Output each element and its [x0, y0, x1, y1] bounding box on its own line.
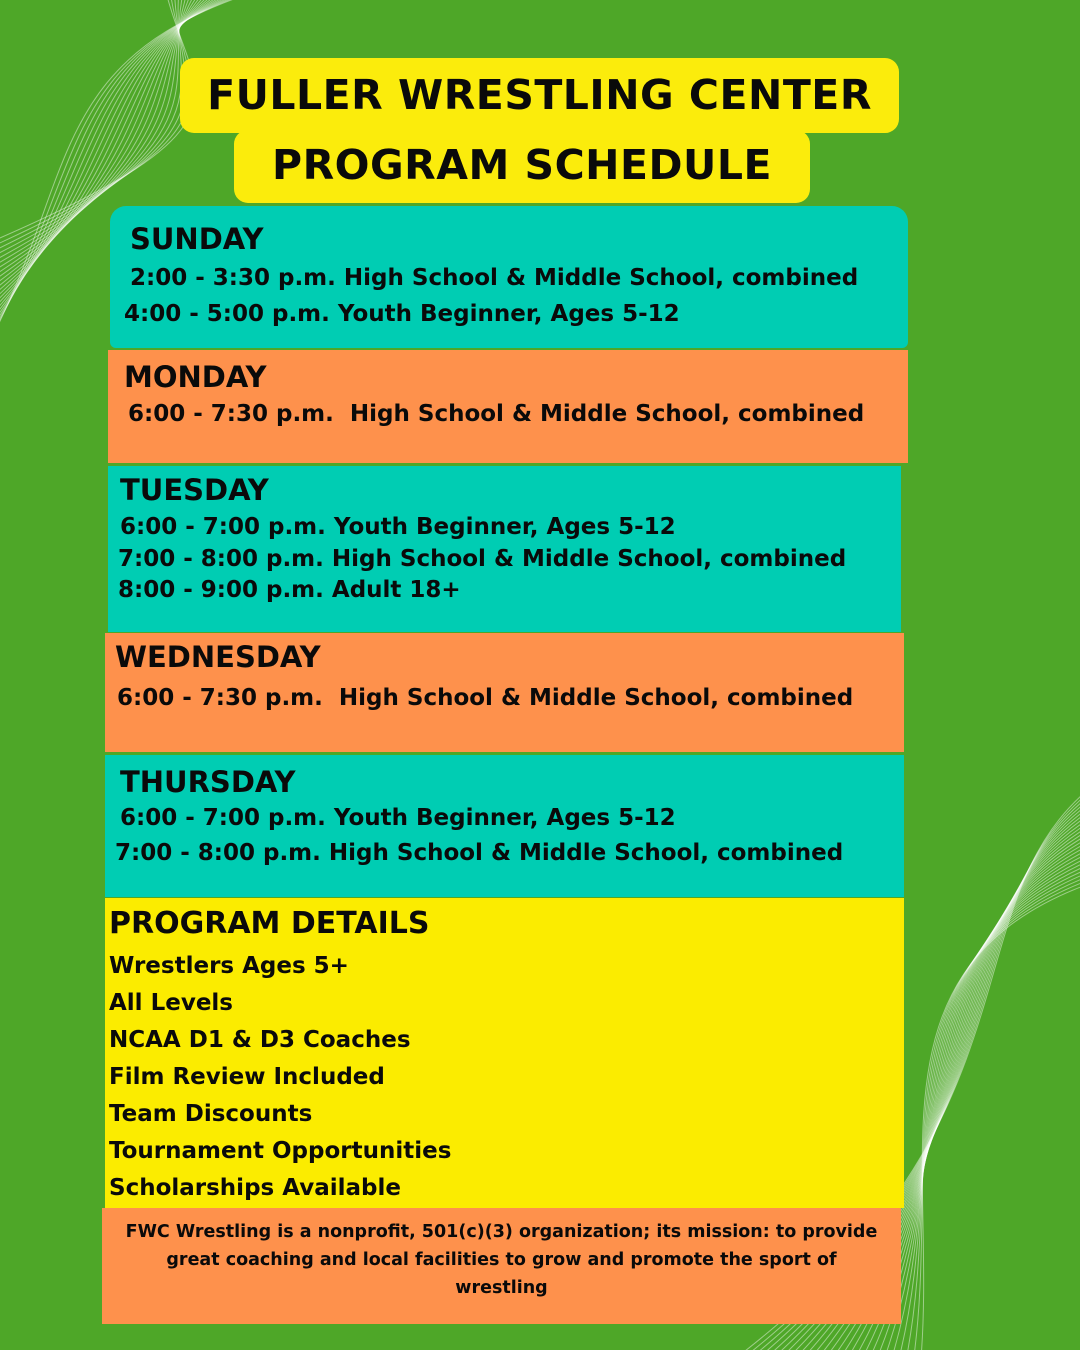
list-item: All Levels — [109, 990, 233, 1016]
program-details-block — [105, 898, 904, 1208]
day-heading-sunday: SUNDAY — [130, 222, 264, 256]
monday-schedule-block — [108, 350, 908, 463]
time-slot: 2:00 - 3:30 p.m. High School & Middle School, combined — [130, 265, 859, 291]
time-slot: 4:00 - 5:00 p.m. Youth Beginner, Ages 5-12 — [124, 301, 680, 327]
day-heading-thursday: THURSDAY — [120, 765, 296, 799]
day-heading-monday: MONDAY — [124, 360, 267, 394]
time-slot: 7:00 - 8:00 p.m. High School & Middle School, combined — [115, 840, 844, 866]
mission-statement-text: FWC Wrestling is a nonprofit, 501(c)(3) organization; its mission: to provide great coaching and local facilities to grow and promote the sport of wrestling — [125, 1222, 878, 1298]
list-item: Tournament Opportunities — [109, 1138, 452, 1164]
list-item: Scholarships Available — [109, 1175, 401, 1201]
time-slot: 7:00 - 8:00 p.m. High School & Middle School, combined — [118, 546, 847, 572]
time-slot: 6:00 - 7:00 p.m. Youth Beginner, Ages 5-12 — [120, 514, 676, 540]
time-slot: 8:00 - 9:00 p.m. Adult 18+ — [118, 577, 461, 603]
day-heading-wednesday: WEDNESDAY — [115, 640, 321, 674]
thursday-schedule-block — [105, 755, 904, 897]
tuesday-schedule-block — [108, 466, 901, 632]
wave-line — [880, 860, 1080, 1350]
title-line-1: FULLER WRESTLING CENTER — [180, 58, 899, 133]
title-line-2: PROGRAM SCHEDULE — [234, 130, 810, 203]
wednesday-schedule-block — [105, 633, 904, 752]
time-slot: 6:00 - 7:30 p.m. High School & Middle School, combined — [128, 401, 865, 427]
list-item: NCAA D1 & D3 Coaches — [109, 1027, 411, 1053]
list-item: Film Review Included — [109, 1064, 385, 1090]
day-heading-tuesday: TUESDAY — [120, 473, 269, 507]
time-slot: 6:00 - 7:30 p.m. High School & Middle School, combined — [117, 685, 854, 711]
time-slot: 6:00 - 7:00 p.m. Youth Beginner, Ages 5-12 — [120, 805, 676, 831]
mission-statement-block — [102, 1208, 901, 1324]
program-details-heading: PROGRAM DETAILS — [109, 906, 430, 941]
sunday-schedule-block — [110, 206, 908, 348]
list-item: Team Discounts — [109, 1101, 313, 1127]
list-item: Wrestlers Ages 5+ — [109, 953, 349, 979]
